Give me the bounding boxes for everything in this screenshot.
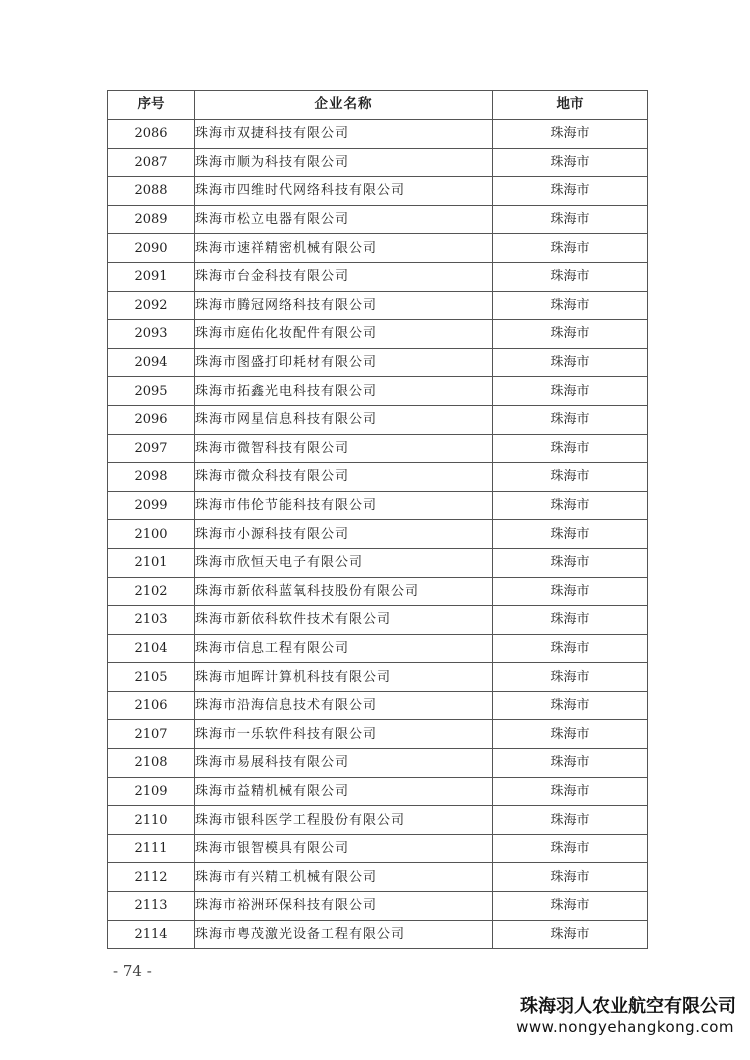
cell-serial-number: 2097 bbox=[108, 434, 195, 463]
cell-city: 珠海市 bbox=[493, 863, 648, 892]
cell-city: 珠海市 bbox=[493, 720, 648, 749]
cell-company-name: 珠海市顺为科技有限公司 bbox=[195, 148, 493, 177]
cell-city: 珠海市 bbox=[493, 577, 648, 606]
cell-company-name: 珠海市新依科软件技术有限公司 bbox=[195, 606, 493, 635]
cell-company-name: 珠海市银科医学工程股份有限公司 bbox=[195, 806, 493, 835]
cell-city: 珠海市 bbox=[493, 234, 648, 263]
table-row bbox=[108, 548, 648, 577]
table-row bbox=[108, 120, 648, 149]
cell-serial-number: 2095 bbox=[108, 377, 195, 406]
cell-serial-number: 2090 bbox=[108, 234, 195, 263]
cell-city: 珠海市 bbox=[493, 320, 648, 349]
table-row bbox=[108, 377, 648, 406]
table-body bbox=[108, 120, 648, 949]
page-number: - 74 - bbox=[113, 962, 152, 980]
cell-company-name: 珠海市微智科技有限公司 bbox=[195, 434, 493, 463]
cell-city: 珠海市 bbox=[493, 348, 648, 377]
cell-company-name: 珠海市裕洲环保科技有限公司 bbox=[195, 892, 493, 921]
cell-serial-number: 2100 bbox=[108, 520, 195, 549]
cell-company-name: 珠海市双捷科技有限公司 bbox=[195, 120, 493, 149]
cell-serial-number: 2106 bbox=[108, 691, 195, 720]
cell-company-name: 珠海市伟伦节能科技有限公司 bbox=[195, 491, 493, 520]
cell-company-name: 珠海市旭晖计算机科技有限公司 bbox=[195, 663, 493, 692]
cell-company-name: 珠海市信息工程有限公司 bbox=[195, 634, 493, 663]
cell-company-name: 珠海市小源科技有限公司 bbox=[195, 520, 493, 549]
table-row bbox=[108, 234, 648, 263]
table-row bbox=[108, 520, 648, 549]
cell-city: 珠海市 bbox=[493, 634, 648, 663]
cell-serial-number: 2102 bbox=[108, 577, 195, 606]
cell-company-name: 珠海市新依科蓝氧科技股份有限公司 bbox=[195, 577, 493, 606]
company-list-sheet bbox=[107, 90, 644, 949]
cell-company-name: 珠海市四维时代网络科技有限公司 bbox=[195, 177, 493, 206]
cell-company-name: 珠海市拓鑫光电科技有限公司 bbox=[195, 377, 493, 406]
cell-city: 珠海市 bbox=[493, 777, 648, 806]
cell-city: 珠海市 bbox=[493, 892, 648, 921]
cell-city: 珠海市 bbox=[493, 834, 648, 863]
table-row bbox=[108, 262, 648, 291]
cell-serial-number: 2086 bbox=[108, 120, 195, 149]
cell-city: 珠海市 bbox=[493, 663, 648, 692]
cell-serial-number: 2091 bbox=[108, 262, 195, 291]
table-row bbox=[108, 720, 648, 749]
cell-city: 珠海市 bbox=[493, 434, 648, 463]
header-company-name: 企业名称 bbox=[195, 91, 493, 120]
cell-serial-number: 2108 bbox=[108, 749, 195, 778]
cell-company-name: 珠海市粤茂激光设备工程有限公司 bbox=[195, 920, 493, 949]
cell-serial-number: 2110 bbox=[108, 806, 195, 835]
table-row bbox=[108, 634, 648, 663]
cell-serial-number: 2111 bbox=[108, 834, 195, 863]
cell-serial-number: 2112 bbox=[108, 863, 195, 892]
table-row bbox=[108, 405, 648, 434]
table-row bbox=[108, 320, 648, 349]
cell-company-name: 珠海市益精机械有限公司 bbox=[195, 777, 493, 806]
cell-serial-number: 2098 bbox=[108, 463, 195, 492]
cell-city: 珠海市 bbox=[493, 120, 648, 149]
table-row bbox=[108, 663, 648, 692]
cell-serial-number: 2107 bbox=[108, 720, 195, 749]
cell-serial-number: 2087 bbox=[108, 148, 195, 177]
header-serial-number: 序号 bbox=[108, 91, 195, 120]
cell-serial-number: 2114 bbox=[108, 920, 195, 949]
cell-city: 珠海市 bbox=[493, 205, 648, 234]
cell-city: 珠海市 bbox=[493, 491, 648, 520]
table-row bbox=[108, 434, 648, 463]
cell-company-name: 珠海市速祥精密机械有限公司 bbox=[195, 234, 493, 263]
cell-company-name: 珠海市沿海信息技术有限公司 bbox=[195, 691, 493, 720]
cell-city: 珠海市 bbox=[493, 463, 648, 492]
cell-company-name: 珠海市松立电器有限公司 bbox=[195, 205, 493, 234]
table-header-row bbox=[108, 91, 648, 120]
table-row bbox=[108, 777, 648, 806]
table-row bbox=[108, 291, 648, 320]
table-row bbox=[108, 577, 648, 606]
table-row bbox=[108, 606, 648, 635]
cell-company-name: 珠海市有兴精工机械有限公司 bbox=[195, 863, 493, 892]
cell-city: 珠海市 bbox=[493, 691, 648, 720]
cell-company-name: 珠海市微众科技有限公司 bbox=[195, 463, 493, 492]
header-city: 地市 bbox=[493, 91, 648, 120]
cell-company-name: 珠海市一乐软件科技有限公司 bbox=[195, 720, 493, 749]
table-row bbox=[108, 691, 648, 720]
watermark-company-name: 珠海羽人农业航空有限公司 bbox=[520, 996, 736, 1017]
table-row bbox=[108, 491, 648, 520]
cell-city: 珠海市 bbox=[493, 405, 648, 434]
cell-company-name: 珠海市网星信息科技有限公司 bbox=[195, 405, 493, 434]
table-row bbox=[108, 177, 648, 206]
cell-serial-number: 2113 bbox=[108, 892, 195, 921]
table-row bbox=[108, 348, 648, 377]
table-row bbox=[108, 749, 648, 778]
watermark-url: www.nongyehangkong.com bbox=[516, 1018, 734, 1036]
cell-company-name: 珠海市庭佑化妆配件有限公司 bbox=[195, 320, 493, 349]
cell-city: 珠海市 bbox=[493, 262, 648, 291]
cell-city: 珠海市 bbox=[493, 148, 648, 177]
cell-serial-number: 2088 bbox=[108, 177, 195, 206]
cell-serial-number: 2089 bbox=[108, 205, 195, 234]
cell-city: 珠海市 bbox=[493, 920, 648, 949]
table-row bbox=[108, 806, 648, 835]
cell-serial-number: 2093 bbox=[108, 320, 195, 349]
cell-serial-number: 2109 bbox=[108, 777, 195, 806]
table-row bbox=[108, 892, 648, 921]
cell-company-name: 珠海市腾冠网络科技有限公司 bbox=[195, 291, 493, 320]
cell-serial-number: 2094 bbox=[108, 348, 195, 377]
cell-city: 珠海市 bbox=[493, 749, 648, 778]
cell-serial-number: 2099 bbox=[108, 491, 195, 520]
cell-serial-number: 2101 bbox=[108, 548, 195, 577]
company-table bbox=[107, 90, 648, 949]
cell-city: 珠海市 bbox=[493, 806, 648, 835]
cell-company-name: 珠海市台金科技有限公司 bbox=[195, 262, 493, 291]
table-row bbox=[108, 920, 648, 949]
cell-company-name: 珠海市欣恒天电子有限公司 bbox=[195, 548, 493, 577]
table-row bbox=[108, 463, 648, 492]
table-row bbox=[108, 205, 648, 234]
cell-company-name: 珠海市图盛打印耗材有限公司 bbox=[195, 348, 493, 377]
cell-city: 珠海市 bbox=[493, 520, 648, 549]
cell-city: 珠海市 bbox=[493, 548, 648, 577]
cell-serial-number: 2092 bbox=[108, 291, 195, 320]
cell-serial-number: 2103 bbox=[108, 606, 195, 635]
cell-city: 珠海市 bbox=[493, 291, 648, 320]
table-row bbox=[108, 863, 648, 892]
table-row bbox=[108, 834, 648, 863]
cell-serial-number: 2104 bbox=[108, 634, 195, 663]
cell-serial-number: 2096 bbox=[108, 405, 195, 434]
cell-city: 珠海市 bbox=[493, 377, 648, 406]
cell-city: 珠海市 bbox=[493, 606, 648, 635]
cell-company-name: 珠海市银智模具有限公司 bbox=[195, 834, 493, 863]
table-row bbox=[108, 148, 648, 177]
cell-serial-number: 2105 bbox=[108, 663, 195, 692]
cell-company-name: 珠海市易展科技有限公司 bbox=[195, 749, 493, 778]
cell-city: 珠海市 bbox=[493, 177, 648, 206]
